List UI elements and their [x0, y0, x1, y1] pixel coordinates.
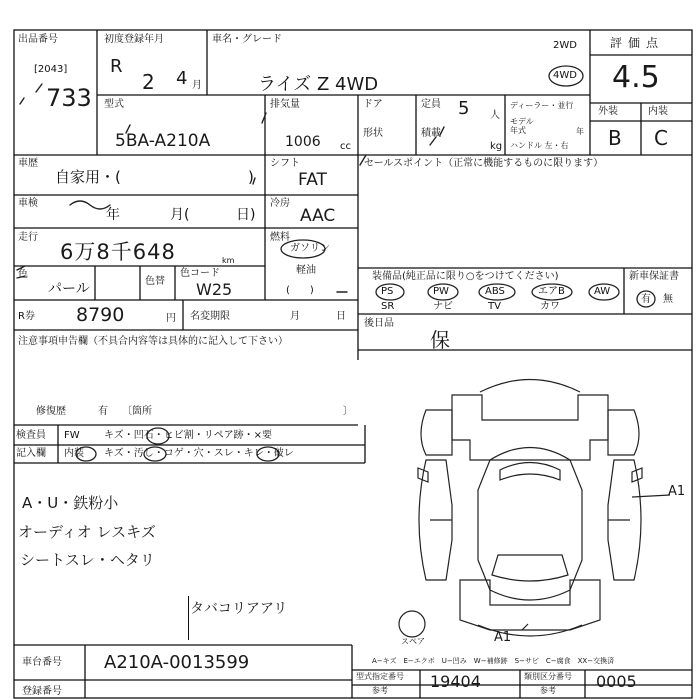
equip-ps: PS [381, 286, 394, 297]
equip-airbag: エアB [538, 286, 565, 297]
score-value: 4.5 [612, 60, 660, 95]
class-code-label: 類別区分番号 [524, 672, 572, 681]
shift-label: シフト [270, 158, 300, 169]
body-shape-label: 形状 [363, 128, 383, 139]
equip-abs: ABS [485, 286, 505, 297]
capacity-label: 定員 [421, 99, 441, 110]
first-registration-label: 初度登録年月 [104, 34, 164, 45]
inspector-fw-items: キズ・凹石・ヒビ割・リペア跡・×要 [104, 430, 272, 441]
car-name-label: 車名・グレード [212, 34, 282, 45]
interior-grade: C [654, 126, 668, 150]
usage-history-label: 車歴 [18, 158, 38, 169]
model-code-value: 5BA-A210A [115, 131, 211, 151]
damage-legend: A−キズ E−エクボ U−凹み W−補修跡 S−サビ C−腐食 XX−交換済 [372, 657, 615, 665]
recycle-value: 8790 [76, 304, 125, 326]
after-items-label: 後日品 [364, 318, 394, 329]
inspection-year: 年 [106, 207, 120, 223]
registration-month: 4 [176, 68, 188, 89]
interior-label: 内装 [648, 106, 668, 117]
handwritten-note-4: タバコリアアリ [190, 601, 288, 617]
fuel-diesel: 軽油 [296, 265, 316, 276]
displacement-label: 排気量 [270, 99, 300, 110]
displacement-value: 1006 [285, 134, 321, 150]
new-car-warranty-yes: 有 [641, 294, 651, 305]
aircon-value: AAC [300, 206, 336, 226]
chassis-number-value: A210A-0013599 [104, 652, 250, 673]
repair-place-close: 〕 [343, 406, 353, 417]
equip-sr: SR [381, 301, 395, 312]
aircon-label: 冷房 [270, 198, 290, 209]
equip-navi: ナビ [433, 301, 453, 312]
load-label: 積載 [421, 128, 441, 139]
mileage-label: 走行 [18, 232, 38, 243]
notes-label: 注意事項申告欄（不具合内容等は具体的に記入して下さい） [18, 336, 288, 347]
recycle-label: R券 [18, 311, 35, 322]
inspector-interior: 内装 [64, 448, 84, 459]
after-items-value: 保 [430, 328, 450, 352]
usage-history-close: ) [248, 168, 254, 186]
mileage-unit: km [222, 256, 235, 265]
repair-place-label: 〔箇所 [122, 406, 152, 417]
sales-point-label: セールスポイント（正常に機能するものに限ります） [364, 158, 604, 169]
class-code-ref: 参考 [540, 686, 556, 695]
drive-2wd: 2WD [553, 40, 577, 51]
lot-number-label: 出品番号 [18, 34, 58, 45]
color-label: 色 [18, 269, 28, 280]
name-change-month: 月 [290, 311, 300, 322]
inspector-fw: FW [64, 430, 80, 441]
inspector-label: 検査員 [16, 430, 46, 441]
exterior-label: 外装 [598, 106, 618, 117]
equip-tv: TV [488, 301, 501, 312]
usage-history-value: 自家用・( [55, 168, 121, 186]
equip-leather: カワ [540, 301, 560, 312]
new-car-warranty-label: 新車保証書 [629, 271, 679, 282]
fuel-other: ( ) [286, 285, 314, 296]
model-code-label: 型式 [104, 99, 124, 110]
drive-4wd: 4WD [553, 70, 577, 81]
model-year-label: モデル年式 [510, 117, 534, 135]
model-year-unit: 年 [576, 127, 584, 136]
lot-code: [2043] [34, 64, 68, 75]
new-car-warranty-no: 無 [663, 294, 673, 305]
damage-mark-bottom: A1 [494, 630, 512, 645]
color-code-label: 色コード [180, 268, 220, 279]
door-label: ドア [363, 99, 383, 110]
car-name-value: ライズ Z 4WD [258, 74, 379, 95]
fuel-gasoline: ガソリン [290, 243, 330, 254]
color-value: パール [48, 281, 90, 297]
capacity-value: 5 [458, 98, 470, 119]
color-code-value: W25 [196, 280, 233, 299]
fuel-label: 燃料 [270, 232, 290, 243]
mileage-value: 6万8千648 [60, 240, 176, 264]
registration-year: 2 [142, 70, 155, 94]
registration-month-unit: 月 [192, 80, 202, 91]
registration-number-label: 登録番号 [22, 686, 62, 697]
score-label: 評価点 [610, 36, 665, 50]
name-change-day: 日 [336, 311, 346, 322]
lot-number: 733 [46, 84, 92, 112]
inspection-day: 日) [236, 207, 256, 223]
damage-mark-right: A1 [668, 484, 686, 499]
capacity-unit: 人 [490, 110, 500, 121]
equip-pw: PW [433, 286, 449, 297]
inspector-note-label: 記入欄 [16, 448, 46, 459]
shift-value: FAT [298, 170, 327, 190]
handwritten-note-3: シートスレ・ヘタリ [20, 551, 155, 569]
type-code-value: 19404 [430, 672, 481, 691]
handwritten-note-1: A・U・鉄粉小 [22, 494, 119, 512]
inspection-month: 月( [170, 207, 190, 223]
registration-era: R [110, 56, 123, 77]
repair-history-value: 有 [98, 406, 108, 417]
inspector-interior-items: キズ・汚し・コゲ・穴・スレ・キレ・破レ [104, 448, 294, 459]
dealer-import-label: ディーラー・並行 [510, 101, 574, 110]
displacement-unit: cc [340, 141, 351, 152]
load-unit: kg [490, 141, 503, 152]
exterior-grade: B [608, 126, 622, 150]
type-code-label: 型式指定番号 [356, 672, 404, 681]
spare-tire-label: スペア [401, 637, 425, 646]
repair-history-label: 修復歴 [36, 406, 66, 417]
recycle-unit: 円 [166, 313, 176, 324]
handle-label: ハンドル 左・右 [510, 141, 569, 150]
name-change-label: 名変期限 [190, 311, 230, 322]
equipment-label: 装備品(純正品に限り○をつけてください) [372, 271, 559, 282]
equip-aw: AW [594, 286, 611, 297]
type-code-ref: 参考 [372, 686, 388, 695]
handwritten-note-2: オーディオ レスキズ [18, 523, 156, 541]
inspection-label: 車検 [18, 198, 38, 209]
class-code-value: 0005 [596, 672, 637, 691]
color-change-label: 色替 [145, 276, 165, 287]
chassis-number-label: 車台番号 [22, 657, 62, 668]
